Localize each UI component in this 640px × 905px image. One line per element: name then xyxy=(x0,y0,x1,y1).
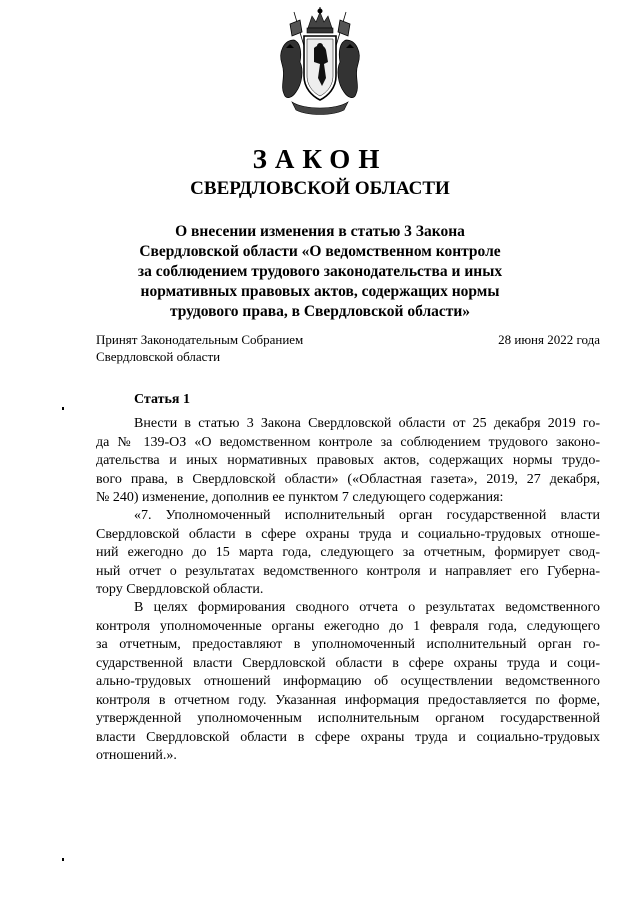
law-name-line: трудового права, в Свердловской области» xyxy=(169,303,471,320)
text-line: ний ежегодно до 15 марта года, следующего за отчетным, формирует свод- xyxy=(96,545,600,560)
paragraph-3 xyxy=(96,599,600,766)
document-title: ЗАКОН xyxy=(252,144,388,174)
law-name-line: О внесении изменения в статью 3 Закона xyxy=(175,223,465,240)
law-name-line: нормативных правовых актов, содержащих нормы xyxy=(140,283,500,300)
text-line: Свердловской области в сфере охраны труда и социально-трудовых отноше- xyxy=(96,526,600,542)
text-line: вого права, в Свердловской области» («Областная газета», 2019, 27 декабря, xyxy=(96,471,600,487)
text-line: «7. Уполномоченный исполнительный орган государственной власти xyxy=(134,508,600,523)
document-subtitle: СВЕРДЛОВСКОЙ ОБЛАСТИ xyxy=(190,178,450,199)
adoption-line: Свердловской области xyxy=(96,349,221,364)
paragraph-1 xyxy=(96,415,600,508)
text-line: да № 139-ОЗ «О ведомственном контроле за соблюдением трудового законо- xyxy=(96,434,600,450)
adoption-line: Принят Законодательным Собранием xyxy=(96,332,304,347)
text-line: отношений.». xyxy=(96,748,177,763)
text-line: власти Свердловской области в сфере охраны труда и социально-трудовых xyxy=(96,729,600,745)
text-line: за отчетным, предоставляют в уполномоченный исполнительный орган го- xyxy=(96,637,600,652)
law-name-line: за соблюдением трудового законодательства и иных xyxy=(137,263,503,280)
text-line: Внести в статью 3 Закона Свердловской области от 25 декабря 2019 го- xyxy=(134,416,600,431)
paragraph-2 xyxy=(96,507,600,600)
law-name xyxy=(110,222,530,322)
adoption-info xyxy=(96,331,303,365)
adoption-date: 28 июня 2022 года xyxy=(498,332,600,347)
text-line: ный отчет о результатах ведомственного контроля и направляет его Губерна- xyxy=(96,563,600,579)
text-line: ально-трудовых отношений информацию об осуществлении ведомственного xyxy=(96,674,600,689)
text-line: дательства и иных нормативных правовых актов, содержащих нормы трудо- xyxy=(96,453,600,468)
text-line: утвержденной уполномоченным исполнительным органом государственной xyxy=(96,711,600,726)
text-line: контроля в отчетном году. Указанная информация предоставляется по форме, xyxy=(96,692,600,708)
text-line: В целях формирования сводного отчета о результатах ведомственного xyxy=(134,600,600,615)
coat-of-arms-icon xyxy=(274,6,366,118)
text-line: контроля уполномоченные органы ежегодно до 1 февраля года, следующего xyxy=(96,618,600,634)
text-line: № 240) изменение, дополнив ее пунктом 7 следующего содержания: xyxy=(96,490,504,505)
scan-speck xyxy=(62,407,64,410)
text-line: сударственной власти Свердловской области в сфере охраны труда и соци- xyxy=(96,655,600,671)
article-title: Статья 1 xyxy=(134,392,190,407)
text-line: тору Свердловской области. xyxy=(96,582,264,597)
law-name-line: Свердловской области «О ведомственном контроле xyxy=(139,243,501,260)
scan-speck xyxy=(62,858,64,861)
